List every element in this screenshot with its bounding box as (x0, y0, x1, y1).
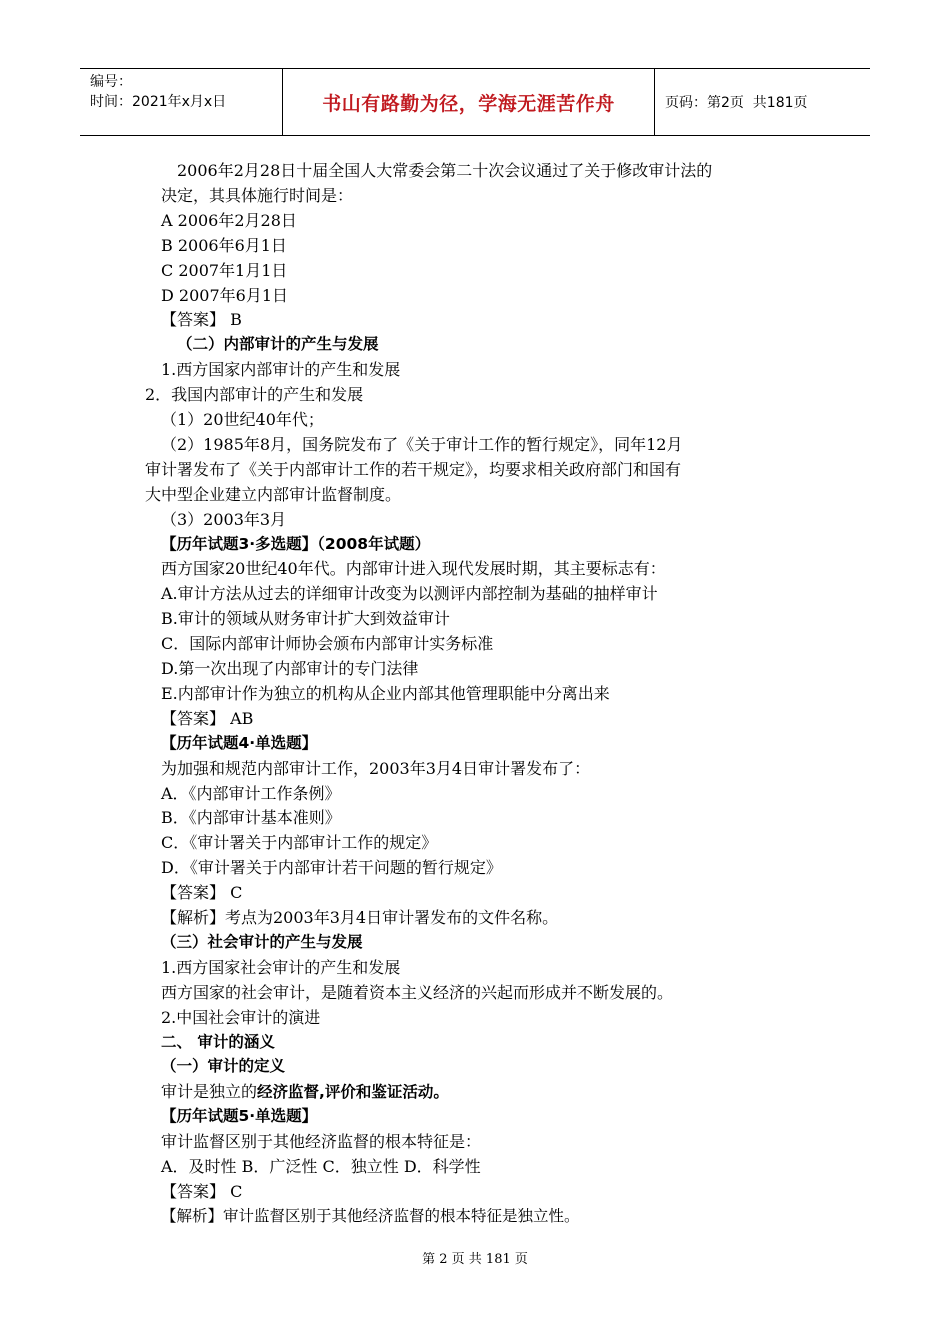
page-header (80, 68, 870, 136)
text-line: B．《内部审计基本准则》 (161, 808, 341, 828)
text-line: A．《内部审计工作条例》 (161, 783, 341, 803)
text-line: 审计是独立的经济监督,评价和鉴证活动。 (161, 1082, 449, 1102)
text-line: 【解析】审计监督区别于其他经济监督的根本特征是独立性。 (161, 1206, 580, 1225)
text-line: B.审计的领域从财务审计扩大到效益审计 (161, 609, 450, 629)
text-line: 大中型企业建立内部审计监督制度。 (145, 484, 402, 504)
text-line: 【解析】考点为2003年3月4日审计署发布的文件名称。 (161, 908, 559, 927)
text-line: A.审计方法从过去的详细审计改变为以测评内部控制为基础的抽样审计 (161, 584, 658, 604)
text-line: C．国际内部审计师协会颁布内部审计实务标准 (161, 634, 494, 654)
text-line: 【答案】 C (161, 883, 243, 903)
text-line: 1.西方国家社会审计的产生和发展 (161, 957, 401, 977)
text-line: 【答案】 C (161, 1181, 243, 1201)
text-line: D.第一次出现了内部审计的专门法律 (161, 659, 419, 678)
text-line: 西方国家的社会审计，是随着资本主义经济的兴起而形成并不断发展的。 (161, 982, 674, 1002)
text-line: D 2007年6月1日 (161, 285, 288, 305)
section-heading: （三）社会审计的产生与发展 (161, 932, 363, 951)
text-line: 2．我国内部审计的产生和发展 (145, 385, 364, 405)
text-line: B 2006年6月1日 (161, 235, 287, 255)
section-heading: （一）审计的定义 (161, 1057, 286, 1076)
text-line: 1.西方国家内部审计的产生和发展 (161, 360, 401, 380)
text-line: C 2007年1月1日 (161, 260, 288, 280)
header-motto: 书山有路勤为径，学海无涯苦作舟 (283, 69, 655, 135)
section-heading: 二、 审计的涵义 (161, 1032, 275, 1051)
doc-date-label: 时间：2021年x月x日 (90, 94, 227, 110)
section-heading: （二）内部审计的产生与发展 (177, 335, 379, 354)
doc-number-label: 编号： (90, 74, 132, 90)
text-line: （2）1985年8月，国务院发布了《关于审计工作的暂行规定》，同年12月 (161, 434, 683, 454)
page-footer: 第 2 页 共 181 页 (422, 1252, 528, 1267)
text-line: 2.中国社会审计的演进 (161, 1007, 321, 1027)
text-line: （1）20世纪40年代； (161, 410, 324, 429)
text-line: E.内部审计作为独立的机构从企业内部其他管理职能中分离出来 (161, 683, 610, 703)
text-line: 西方国家20世纪40年代。内部审计进入现代发展时期，其主要标志有： (161, 559, 666, 579)
text-line: 【答案】 AB (161, 708, 254, 728)
text-line: 【答案】 B (161, 310, 242, 330)
text-line: 为加强和规范内部审计工作，2003年3月4日审计署发布了： (161, 758, 591, 778)
text-line: 决定，其具体施行时间是： (161, 185, 354, 205)
header-page-info: 页码：第2页 共181页 (665, 95, 808, 111)
section-heading: 【历年试题5·单选题】 (161, 1107, 318, 1126)
text-line: D．《审计署关于内部审计若干问题的暂行规定》 (161, 858, 502, 878)
text-line: （3）2003年3月 (161, 509, 287, 529)
text-line: A 2006年2月28日 (161, 210, 297, 230)
text-line: 审计署发布了《关于内部审计工作的若干规定》，均要求相关政府部门和国有 (145, 459, 682, 479)
text-line: 审计监督区别于其他经济监督的根本特征是： (161, 1132, 482, 1152)
text-line: C．《审计署关于内部审计工作的规定》 (161, 833, 438, 853)
section-heading: 【历年试题3·多选题】（2008年试题） (161, 534, 431, 553)
header-meta (80, 69, 283, 135)
section-heading: 【历年试题4·单选题】 (161, 733, 318, 752)
text-line: 2006年2月28日十届全国人大常委会第二十次会议通过了关于修改审计法的 (177, 161, 713, 180)
text-line: A．及时性 B．广泛性 C．独立性 D．科学性 (161, 1157, 481, 1176)
